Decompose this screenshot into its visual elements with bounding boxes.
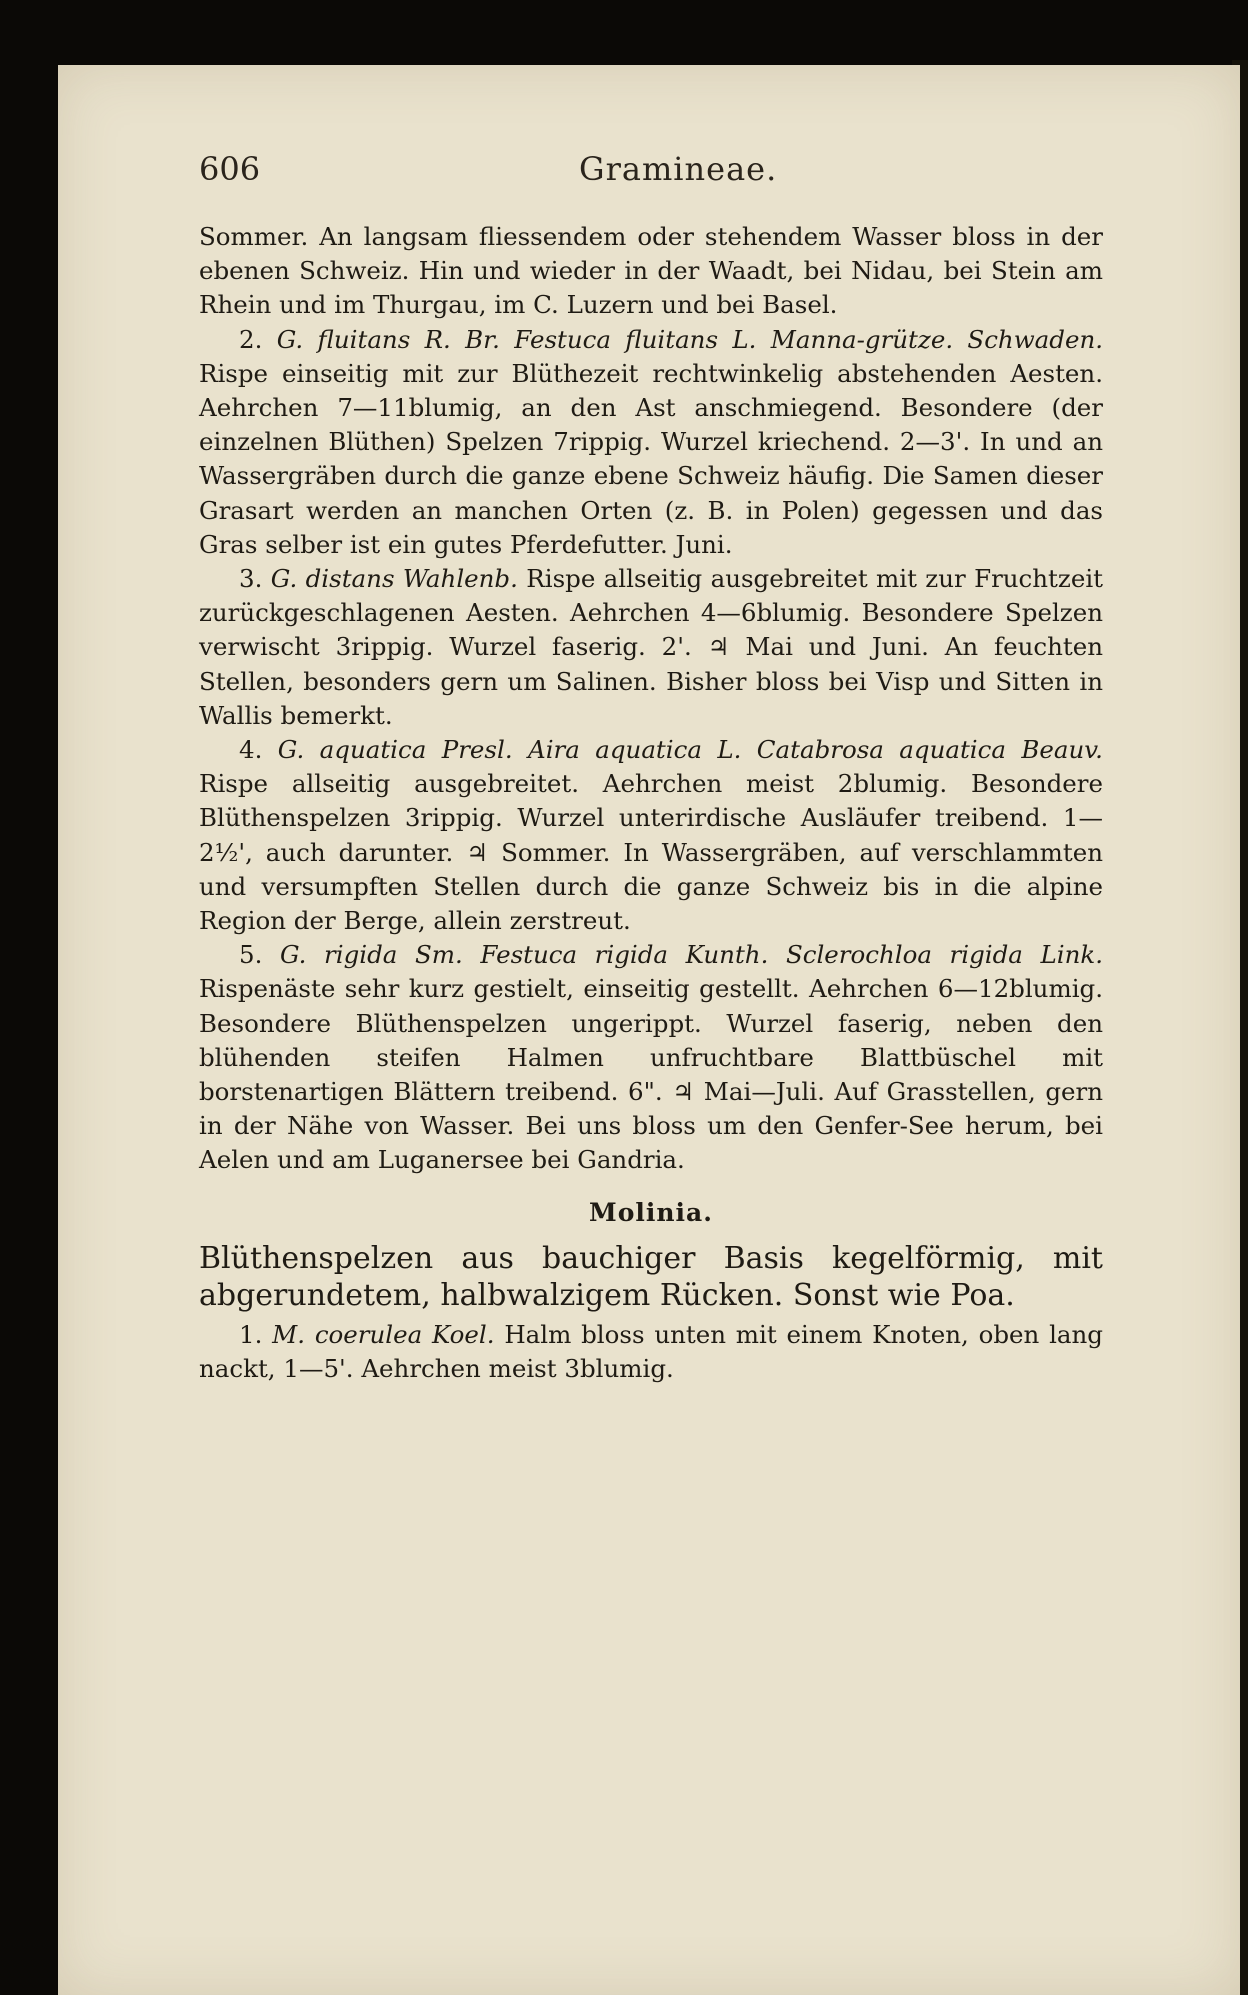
species-description: Rispe einseitig mit zur Blüthezeit rechtwinkelig abstehenden Aesten. Aehrchen 7—11blumig, an den Ast anschmiegend. Besondere (der einzelnen Blüthen) Spelzen 7rippig. Wurzel kriechend. 2—3'. In und an Wassergräben durch die ganze ebene Schweiz häufig. Die Samen dieser Grasart werden an manchen Orten (z. B. in Polen) gegessen und das Gras selber ist ein gutes Pferdefutter. Juni.	[199, 358, 1103, 559]
entry-number: 2.	[239, 324, 263, 354]
paragraph-sommer: Sommer. An langsam fliessendem oder stehendem Wasser bloss in der ebenen Schweiz. Hin und wieder in der Waadt, bei Nidau, bei Stein am Rhein und im Thurgau, im C. Luzern und bei Basel.	[199, 222, 1103, 320]
species-entry-coerulea	[199, 1318, 1103, 1386]
species-description: Rispenäste sehr kurz gestielt, einseitig gestellt. Aehrchen 6—12blumig. Besondere Blüthenspelzen ungerippt. Wurzel faserig, neben den blühenden steifen Halmen unfruchtbare Blattbüschel mit borstenartigen Blättern treibend. 6". ♃ Mai—Juli. Auf Grasstellen, gern in der Nähe von Wasser. Bei uns bloss um den Genfer-See herum, bei Aelen und am Luganersee bei Gandria.	[199, 974, 1103, 1175]
page-number: 606	[199, 150, 261, 188]
genus-description: Blüthenspelzen aus bauchiger Basis kegelförmig, mit abgerundetem, halbwalzigem Rücken. Sonst wie Poa.	[199, 1240, 1103, 1313]
synonym: Festuca rigida Kunth. Sclerochloa rigida Link.	[480, 940, 1103, 970]
species-description: Rispe allseitig ausgebreitet. Aehrchen meist 2blumig. Besondere Blüthenspelzen 3rippig. Wurzel unterirdische Ausläufer treibend. 1—2½', auch darunter. ♃ Sommer. In Wassergräben, auf verschlammten und versumpften Stellen durch die ganze Schweiz bis in die alpine Region der Berge, allein zerstreut.	[199, 769, 1103, 936]
species-name: M. coerulea Koel.	[272, 1319, 495, 1349]
synonym: Aira aquatica L. Catabrosa aquatica Beauv.	[528, 735, 1103, 765]
species-description: Halm bloss unten mit einem Knoten, oben lang nackt, 1—5'. Aehrchen meist 3blumig.	[199, 1319, 1103, 1384]
species-entry-rigida	[199, 938, 1103, 1177]
entry-number: 3.	[239, 564, 263, 594]
species-name: G. fluitans R. Br.	[276, 324, 500, 354]
synonym: Festuca fluitans L.	[514, 324, 757, 354]
species-name: G. rigida Sm.	[279, 940, 463, 970]
entry-number: 5.	[239, 940, 263, 970]
entry-number: 1.	[239, 1319, 263, 1349]
entry-number: 4.	[239, 735, 263, 765]
species-name: G. distans Wahlenb.	[270, 564, 518, 594]
species-entry-distans	[199, 562, 1103, 733]
common-name: Manna-grütze. Schwaden.	[770, 324, 1104, 354]
species-entry-fluitans	[199, 323, 1103, 562]
species-name: G. aquatica Presl.	[277, 735, 513, 765]
page-body	[199, 220, 1103, 1386]
page-header	[199, 150, 1099, 200]
species-description: Rispe allseitig ausgebreitet mit zur Fruchtzeit zurückgeschlagenen Aesten. Aehrchen 4—6blumig. Besondere Spelzen verwischt 3rippig. Wurzel faserig. 2'. ♃ Mai und Juni. An feuchten Stellen, besonders gern um Salinen. Bisher bloss bei Visp und Sitten in Wallis bemerkt.	[199, 564, 1103, 730]
genus-heading: Molinia.	[589, 1197, 713, 1227]
running-title: Gramineae.	[579, 150, 778, 188]
species-entry-aquatica	[199, 733, 1103, 938]
